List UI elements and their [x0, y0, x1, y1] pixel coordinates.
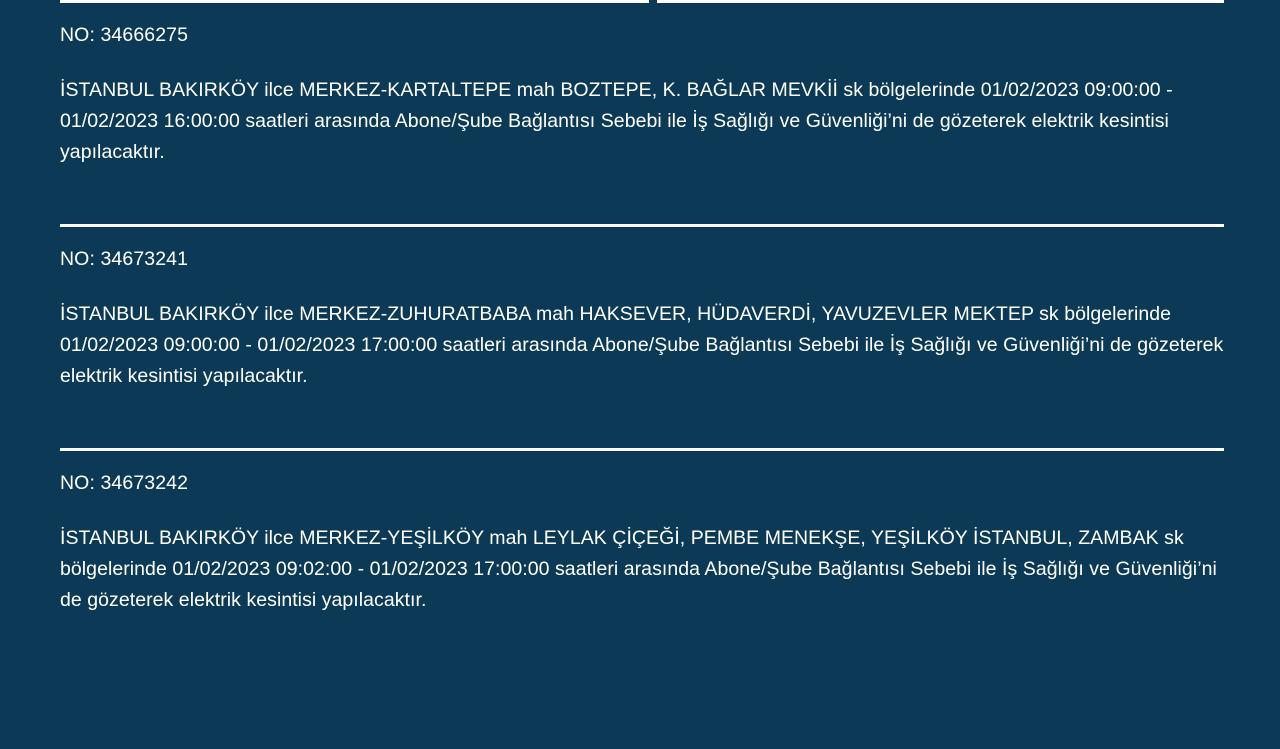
top-divider-right-segment — [657, 0, 1224, 3]
top-divider-left-segment — [60, 0, 649, 3]
top-divider — [60, 0, 1224, 3]
list-item — [60, 227, 1224, 451]
outage-notice — [60, 3, 1224, 168]
notice-text: İSTANBUL BAKIRKÖY ilce MERKEZ-YEŞİLKÖY mah LEYLAK ÇİÇEĞİ, PEMBE MENEKŞE, YEŞİLKÖY İSTANBUL, ZAMBAK sk bölgelerinde 01/02/2023 09:02:00 - 01/02/2023 17:00:00 saatleri arasında Abone/Şube Bağlantısı Sebebi ile İş Sağlığı ve Güvenliği’ni de gözeterek elektrik kesintisi yapılacaktır. — [60, 527, 1217, 611]
outage-notice — [60, 451, 1224, 616]
outage-notice — [60, 227, 1224, 392]
list-item — [60, 451, 1224, 616]
notice-number: NO: 34673242 — [60, 472, 189, 494]
list-item — [60, 3, 1224, 227]
notice-number: NO: 34666275 — [60, 24, 189, 46]
notice-text: İSTANBUL BAKIRKÖY ilce MERKEZ-ZUHURATBABA mah HAKSEVER, HÜDAVERDİ, YAVUZEVLER MEKTEP sk bölgelerinde 01/02/2023 09:00:00 - 01/02/2023 17:00:00 saatleri arasında Abone/Şube Bağlantısı Sebebi ile İş Sağlığı ve Güvenliği’ni de gözeterek elektrik kesintisi yapılacaktır. — [60, 303, 1224, 387]
notice-text: İSTANBUL BAKIRKÖY ilce MERKEZ-KARTALTEPE mah BOZTEPE, K. BAĞLAR MEVKİİ sk bölgelerinde 01/02/2023 09:00:00 - 01/02/2023 16:00:00 saatleri arasında Abone/Şube Bağlantısı Sebebi ile İş Sağlığı ve Güvenliği’ni de gözeterek elektrik kesintisi yapılacaktır. — [60, 79, 1173, 163]
notice-number: NO: 34673241 — [60, 248, 189, 270]
